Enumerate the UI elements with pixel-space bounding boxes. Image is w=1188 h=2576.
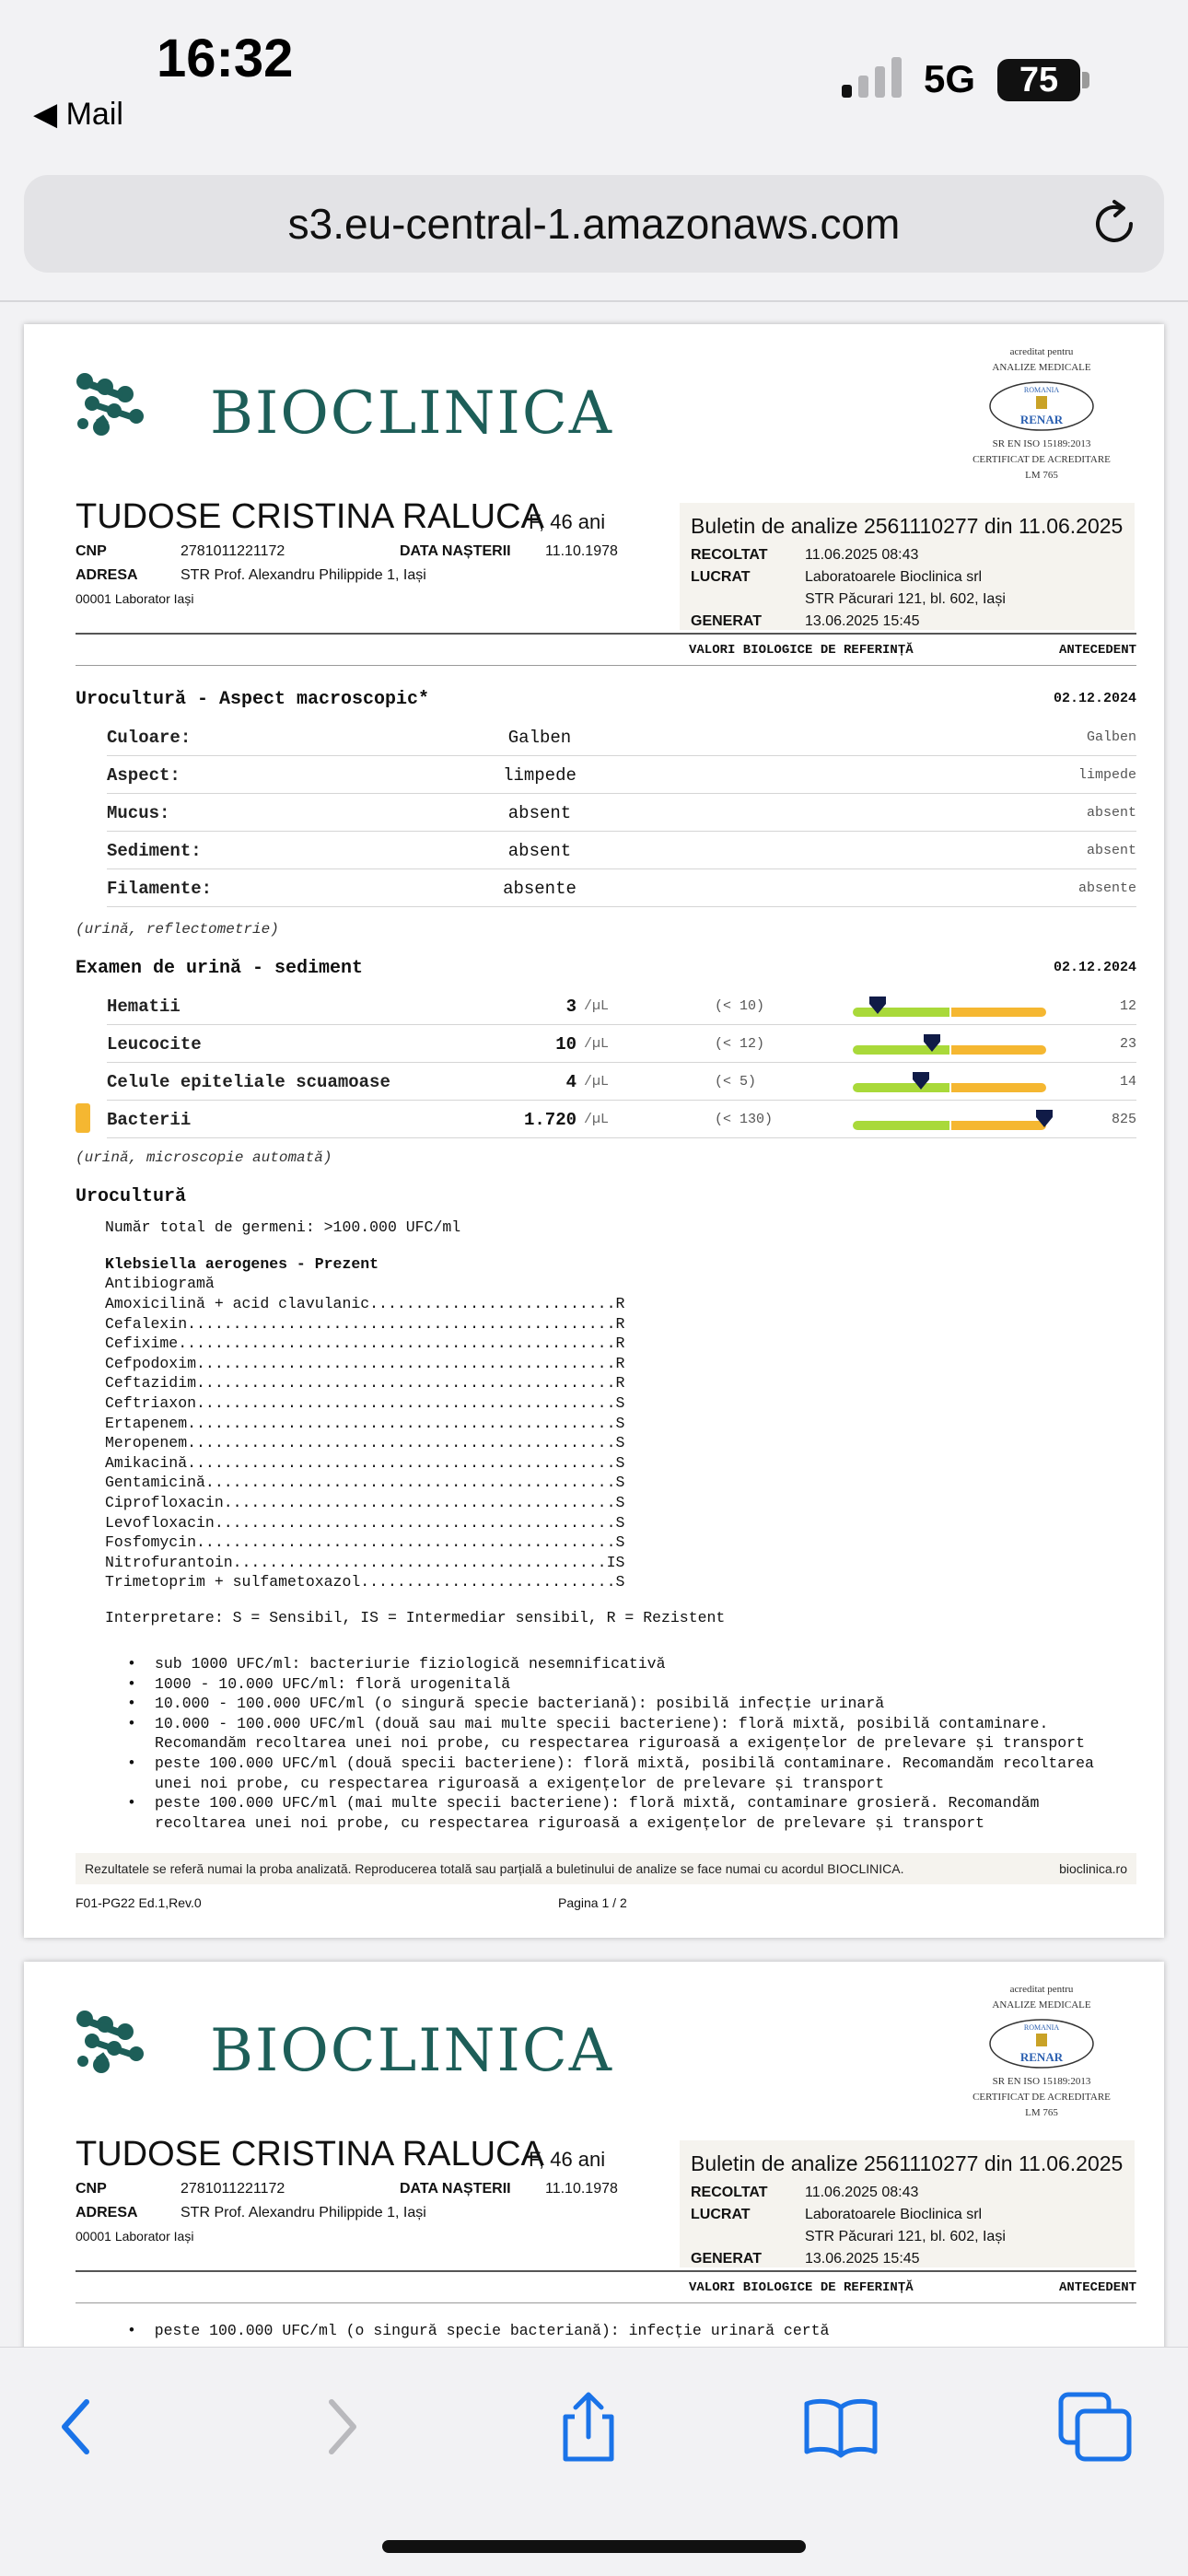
back-icon[interactable] (39, 2385, 122, 2468)
macro-section-title: Urocultură - Aspect macroscopic* (76, 689, 430, 710)
worked-label: LUCRAT (691, 569, 751, 585)
organism: Klebsiella aerogenes - Prezent (105, 1255, 379, 1273)
macro-method-note: (urină, reflectometrie) (76, 921, 279, 938)
row-value: 4 (565, 1072, 577, 1092)
list-item: • 10.000 - 100.000 UFC/ml (o singură specie bacteriană): posibilă infecție urinară (127, 1694, 1094, 1714)
list-item: • peste 100.000 UFC/ml (două specii bacteriene): floră mixtă, posibilă contaminare. Recomandăm recoltarea unei noi probe, cu respectarea riguroasă a exigențelor de prelevare și transport (127, 1754, 1094, 1792)
reference-column-header: VALORI BIOLOGICE DE REFERINȚĂ (689, 643, 914, 658)
germ-count: Număr total de germeni: >100.000 UFC/ml (105, 1218, 461, 1236)
worked-lab: Laboratoarele Bioclinica srl (805, 2207, 983, 2222)
footer-band (76, 1853, 1136, 1884)
status-time: 16:32 (157, 29, 294, 88)
bullet-text: peste 100.000 UFC/ml (mai multe specii bacteriene): floră mixtă, contaminare grosieră. Recomandăm recoltarea unei noi probe, cu respectarea riguroasă a exigențelor de prelevare și transport (155, 1794, 1040, 1832)
reload-icon[interactable] (1087, 196, 1142, 251)
lab-code: 00001 Laborator Iași (76, 591, 194, 606)
svg-text:ROMANIA: ROMANIA (1023, 386, 1060, 394)
range-bar-high (951, 1083, 1046, 1092)
patient-sex-age: F, 46 ani (529, 510, 606, 533)
row-name: Celule epiteliale scuamoase (107, 1072, 390, 1092)
row-reference: (< 12) (715, 1036, 765, 1052)
sediment-method-note: (urină, microscopie automată) (76, 1149, 332, 1166)
logo-mark-icon (74, 2010, 147, 2083)
antibiogram-row: Cefpodoxim..............................................R (105, 1354, 625, 1372)
address-value: STR Prof. Alexandru Philippide 1, Iași (181, 2205, 426, 2220)
bullet-text: 10.000 - 100.000 UFC/ml (o singură specie bacteriană): posibilă infecție urinară (155, 1695, 885, 1713)
row-previous: 12 (1119, 998, 1136, 1014)
column-divider (76, 2302, 1136, 2303)
address-value: STR Prof. Alexandru Philippide 1, Iași (181, 567, 426, 583)
address-label: ADRESA (76, 567, 138, 583)
interpretation-bullets (127, 1654, 1094, 1833)
antibiogram-list (105, 1294, 624, 1592)
header-divider (76, 2270, 1136, 2272)
row-name: Hematii (107, 997, 181, 1017)
row-name: Bacterii (107, 1110, 192, 1130)
range-bar-normal (853, 1008, 949, 1017)
row-name: Filamente: (107, 879, 213, 899)
sediment-previous-date: 02.12.2024 (1053, 960, 1136, 975)
bullet-text: peste 100.000 UFC/ml (o singură specie bacteriană): infecție urinară certă (154, 2322, 830, 2339)
row-value: limpede (503, 765, 577, 786)
macro-previous-date: 02.12.2024 (1053, 691, 1136, 706)
divider (0, 300, 1188, 302)
bullet-text: peste 100.000 UFC/ml (două specii bacteriene): floră mixtă, posibilă contaminare. Recomandăm recoltarea unei noi probe, cu respectarea riguroasă a exigențelor de prelevare și transport (155, 1754, 1094, 1792)
table-row (107, 794, 1136, 832)
antibiogram-row: Ciprofloxacin...........................................S (105, 1493, 625, 1511)
row-reference: (< 10) (715, 998, 765, 1014)
range-bar (853, 1045, 1046, 1055)
accreditation-block: acreditat pentru ANALIZE MEDICALE ROMANIA RENAR SR EN ISO 15189:2013 CERTIFICAT DE ACREDITARE LM 765 (973, 346, 1111, 481)
page-number: Pagina 1 / 2 (558, 1895, 627, 1910)
dob-label: DATA NAȘTERII (400, 543, 511, 559)
bioclinica-logo (74, 372, 613, 455)
antibiogram-row: Amoxicilină + acid clavulanic...........................R (105, 1295, 625, 1312)
antibiogram-row: Ertapenem...............................................S (105, 1414, 625, 1432)
range-bar (853, 1008, 1046, 1017)
cnp-label: CNP (76, 2181, 107, 2197)
battery-cap (1082, 72, 1089, 88)
generated-value: 13.06.2025 15:45 (805, 2251, 920, 2267)
list-item: • 10.000 - 100.000 UFC/ml (două sau mai multe specii bacteriene): floră mixtă, posibilă contaminare. Recomandăm recoltarea unei noi probe, cu respectarea riguroasă a exigențelor de prelevare și transport (127, 1714, 1094, 1754)
table-row (107, 832, 1136, 869)
bullet-text: 10.000 - 100.000 UFC/ml (două sau mai multe specii bacteriene): floră mixtă, posibilă contaminare. Recomandăm recoltarea unei noi probe, cu respectarea riguroasă a exigențelor de prelevare și transport (155, 1714, 1085, 1753)
row-unit: /µL (584, 1074, 610, 1090)
table-row (107, 987, 1136, 1025)
dob-label: DATA NAȘTERII (400, 2181, 511, 2197)
renar-seal-icon (987, 2017, 1096, 2070)
antibiogram-row: Cefalexin...............................................R (105, 1314, 625, 1333)
row-value: absent (507, 803, 572, 823)
dob-value: 11.10.1978 (545, 543, 618, 559)
collected-value: 11.06.2025 08:43 (805, 2185, 919, 2200)
bulletin-box (680, 503, 1135, 630)
lab-code: 00001 Laborator Iași (76, 2229, 194, 2244)
value-marker-icon (1035, 1108, 1054, 1128)
range-bar-normal (853, 1121, 949, 1130)
value-marker-icon (868, 995, 887, 1015)
footer-disclaimer: Rezultatele se referă numai la proba analizată. Reproducerea totală sau parțială a buletinului de analize se face numai cu acordul BIOCLINICA. (85, 1861, 904, 1876)
range-bar-normal (853, 1083, 949, 1092)
row-name: Sediment: (107, 841, 202, 861)
worked-address: STR Păcurari 121, bl. 602, Iași (805, 591, 1006, 607)
column-divider (76, 665, 1136, 666)
row-value: 3 (565, 997, 577, 1017)
table-row (107, 718, 1136, 756)
table-row (107, 869, 1136, 907)
antibiogram-row: Amikacină...............................................S (105, 1453, 625, 1472)
sediment-section-title: Examen de urină - sediment (76, 958, 364, 979)
worked-label: LUCRAT (691, 2207, 751, 2222)
svg-text:RENAR: RENAR (1019, 2050, 1064, 2064)
table-row (107, 756, 1136, 794)
table-row (107, 1063, 1136, 1101)
collected-label: RECOLTAT (691, 547, 768, 563)
address-label: ADRESA (76, 2205, 138, 2220)
svg-text:RENAR: RENAR (1019, 413, 1064, 426)
row-unit: /µL (584, 1036, 610, 1052)
row-value: 1.720 (523, 1110, 577, 1130)
svg-text:ROMANIA: ROMANIA (1023, 2023, 1060, 2032)
antibiogram-row: Nitrofurantoin.........................................IS (105, 1553, 625, 1571)
cnp-label: CNP (76, 543, 107, 559)
signal-icon (840, 57, 904, 99)
out-of-range-flag (76, 1103, 90, 1133)
renar-seal-icon (987, 379, 1096, 433)
network-type: 5G (924, 57, 976, 100)
row-name: Leucocite (107, 1034, 202, 1055)
antibiogram-row: Meropenem...............................................S (105, 1434, 625, 1452)
list-item: • sub 1000 UFC/ml: bacteriurie fiziologică nesemnificativă (127, 1654, 1094, 1674)
range-bar-high (951, 1121, 1046, 1130)
row-reference: (< 130) (715, 1112, 774, 1127)
dob-value: 11.10.1978 (545, 2181, 618, 2197)
patient-sex-age: F, 46 ani (529, 2148, 606, 2171)
row-name: Mucus: (107, 803, 170, 823)
collected-label: RECOLTAT (691, 2185, 768, 2200)
antibiogram-row: Fosfomycin..............................................S (105, 1533, 625, 1552)
logo-mark-icon (74, 372, 147, 446)
back-to-mail-link[interactable]: ◀ Mail (33, 97, 123, 132)
cnp-value: 2781011221172 (181, 2181, 285, 2197)
generated-label: GENERAT (691, 2251, 763, 2267)
bulletin-title: Buletin de analize 2561110277 din 11.06.2025 (691, 2151, 1124, 2175)
row-unit: /µL (584, 1112, 610, 1127)
range-bar (853, 1121, 1046, 1130)
row-previous: Galben (1086, 729, 1136, 745)
accreditation-block: acreditat pentru ANALIZE MEDICALE ROMANIA RENAR SR EN ISO 15189:2013 CERTIFICAT DE ACREDITARE LM 765 (973, 1984, 1111, 2118)
antibiogram-row: Levofloxacin............................................S (105, 1513, 625, 1532)
row-previous: 14 (1119, 1074, 1136, 1090)
culture-section-title: Urocultură (76, 1186, 187, 1207)
row-previous: absente (1077, 880, 1136, 896)
worked-lab: Laboratoarele Bioclinica srl (805, 569, 983, 585)
row-value: absente (503, 879, 577, 899)
battery-icon: 75 (997, 59, 1080, 101)
tabs-icon[interactable] (1054, 2385, 1136, 2468)
collected-value: 11.06.2025 08:43 (805, 547, 919, 563)
bullet-text: sub 1000 UFC/ml: bacteriurie fiziologică nesemnificativă (155, 1655, 666, 1673)
row-previous: 825 (1111, 1112, 1136, 1127)
table-row (107, 1101, 1136, 1138)
list-item: • 1000 - 10.000 UFC/ml: floră urogenitală (127, 1674, 1094, 1695)
bookmarks-icon[interactable] (799, 2385, 882, 2468)
form-code: F01-PG22 Ed.1,Rev.0 (76, 1895, 202, 1910)
value-marker-icon (923, 1032, 941, 1053)
reference-column-header: VALORI BIOLOGICE DE REFERINȚĂ (689, 2280, 914, 2295)
url-text[interactable]: s3.eu-central-1.amazonaws.com (287, 200, 901, 248)
patient-name: TUDOSE CRISTINA RALUCA (76, 2135, 544, 2174)
antibiogram-row: Cefixime................................................R (105, 1335, 625, 1353)
previous-column-header: ANTECEDENT (1058, 643, 1136, 658)
document-page-1 (24, 324, 1164, 1938)
row-previous: 23 (1119, 1036, 1136, 1052)
previous-column-header: ANTECEDENT (1058, 2280, 1136, 2295)
row-name: Culoare: (107, 728, 192, 748)
row-unit: /µL (584, 998, 610, 1014)
list-item: • peste 100.000 UFC/ml (o singură specie bacteriană): infecție urinară certă (127, 2322, 830, 2339)
logo-text: BIOCLINICA (210, 379, 613, 448)
list-item: • peste 100.000 UFC/ml (mai multe specii bacteriene): floră mixtă, contaminare grosieră. Recomandăm recoltarea unei noi probe, cu respectarea riguroasă a exigențelor de prelevare și transport (127, 1793, 1094, 1833)
bulletin-title: Buletin de analize 2561110277 din 11.06.2025 (691, 514, 1124, 538)
bulletin-box (680, 2140, 1135, 2267)
home-indicator (382, 2540, 806, 2553)
row-previous: absent (1086, 843, 1136, 858)
generated-label: GENERAT (691, 613, 763, 629)
row-value: Galben (507, 728, 572, 748)
antibiogram-row: Ceftazidim..............................................R (105, 1374, 625, 1393)
share-icon[interactable] (547, 2385, 630, 2468)
bullet-text: 1000 - 10.000 UFC/ml: floră urogenitală (155, 1674, 511, 1693)
range-bar-high (951, 1045, 1046, 1055)
worked-address: STR Păcurari 121, bl. 602, Iași (805, 2229, 1006, 2244)
header-divider (76, 633, 1136, 635)
antibiogram-row: Gentamicină.............................................S (105, 1474, 625, 1492)
row-name: Aspect: (107, 765, 181, 786)
cnp-value: 2781011221172 (181, 543, 285, 559)
antibiogram-row: Ceftriaxon..............................................S (105, 1393, 625, 1412)
table-row (107, 1025, 1136, 1063)
forward-icon[interactable] (297, 2385, 379, 2468)
row-value: 10 (555, 1034, 577, 1055)
row-value: absent (507, 841, 572, 861)
bioclinica-logo (74, 2010, 613, 2092)
row-previous: absent (1086, 805, 1136, 821)
antibiogram-label: Antibiogramă (105, 1275, 215, 1292)
patient-name: TUDOSE CRISTINA RALUCA (76, 497, 544, 536)
interpretation-legend: Interpretare: S = Sensibil, IS = Intermediar sensibil, R = Rezistent (105, 1609, 726, 1626)
value-marker-icon (912, 1070, 930, 1090)
footer-site: bioclinica.ro (1059, 1861, 1127, 1876)
range-bar-high (951, 1008, 1046, 1017)
antibiogram-row: Trimetoprim + sulfametoxazol............................S (105, 1573, 625, 1591)
row-reference: (< 5) (715, 1074, 757, 1090)
range-bar (853, 1083, 1046, 1092)
generated-value: 13.06.2025 15:45 (805, 613, 920, 629)
row-previous: limpede (1077, 767, 1136, 783)
logo-text: BIOCLINICA (210, 2017, 613, 2085)
